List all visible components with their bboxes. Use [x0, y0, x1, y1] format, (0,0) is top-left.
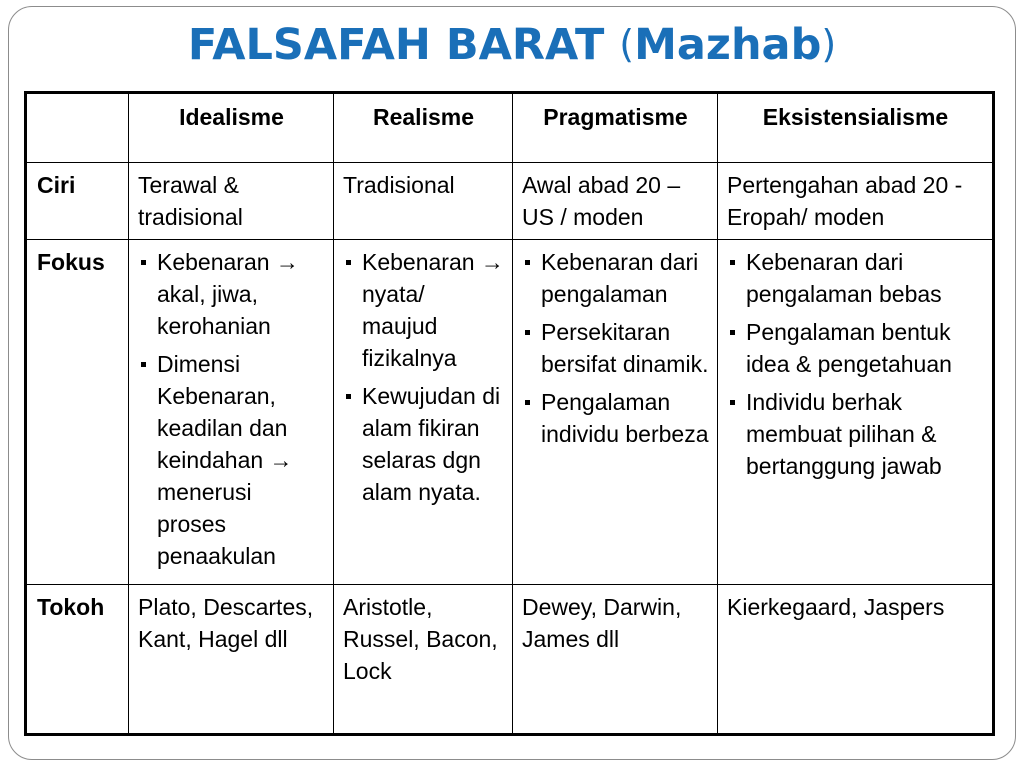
column-header-eksistensialisme: Eksistensialisme	[718, 93, 994, 163]
title-sub: Mazhab	[634, 20, 822, 70]
table-row-ciri	[26, 163, 994, 240]
fokus-idealisme	[129, 240, 334, 585]
bullet-list	[727, 246, 984, 482]
tokoh-eksistensialisme: Kierkegaard, Jaspers	[718, 585, 994, 735]
list-item: Kewujudan di alam fikiran selaras dgn alam nyata.	[343, 380, 504, 508]
column-header-pragmatisme: Pragmatisme	[513, 93, 718, 163]
column-header-idealisme: Idealisme	[129, 93, 334, 163]
list-item: Kebenaran → nyata/ maujud fizikalnya	[343, 246, 504, 374]
ciri-pragmatisme: Awal abad 20 – US / moden	[513, 163, 718, 240]
tokoh-realisme: Aristotle, Russel, Bacon, Lock	[334, 585, 513, 735]
tokoh-pragmatisme: Dewey, Darwin, James dll	[513, 585, 718, 735]
philosophy-table	[24, 91, 995, 736]
list-item: Kebenaran dari pengalaman	[522, 246, 709, 310]
row-label-ciri: Ciri	[26, 163, 129, 240]
bullet-list	[522, 246, 709, 450]
ciri-idealisme: Terawal & tradisional	[129, 163, 334, 240]
title-paren-open: (	[619, 22, 635, 66]
bullet-list	[138, 246, 325, 572]
ciri-eksistensialisme: Pertengahan abad 20 - Eropah/ moden	[718, 163, 994, 240]
list-item: Persekitaran bersifat dinamik.	[522, 316, 709, 380]
title-main: FALSAFAH BARAT	[187, 20, 605, 70]
column-header-realisme: Realisme	[334, 93, 513, 163]
column-header-empty	[26, 93, 129, 163]
table-header-row	[26, 93, 994, 163]
ciri-realisme: Tradisional	[334, 163, 513, 240]
bullet-list	[343, 246, 504, 508]
table-row-tokoh	[26, 585, 994, 735]
row-label-fokus: Fokus	[26, 240, 129, 585]
list-item: Kebenaran → akal, jiwa, kerohanian	[138, 246, 325, 342]
list-item: Pengalaman individu berbeza	[522, 386, 709, 450]
table-row-fokus	[26, 240, 994, 585]
slide-title	[0, 12, 1024, 77]
row-label-tokoh: Tokoh	[26, 585, 129, 735]
fokus-eksistensialisme	[718, 240, 994, 585]
tokoh-idealisme: Plato, Descartes, Kant, Hagel dll	[129, 585, 334, 735]
fokus-pragmatisme	[513, 240, 718, 585]
fokus-realisme	[334, 240, 513, 585]
list-item: Dimensi Kebenaran, keadilan dan keindahan → menerusi proses penaakulan	[138, 348, 325, 572]
list-item: Pengalaman bentuk idea & pengetahuan	[727, 316, 984, 380]
list-item: Individu berhak membuat pilihan & bertanggung jawab	[727, 386, 984, 482]
list-item: Kebenaran dari pengalaman bebas	[727, 246, 984, 310]
title-paren-close: )	[821, 22, 837, 66]
